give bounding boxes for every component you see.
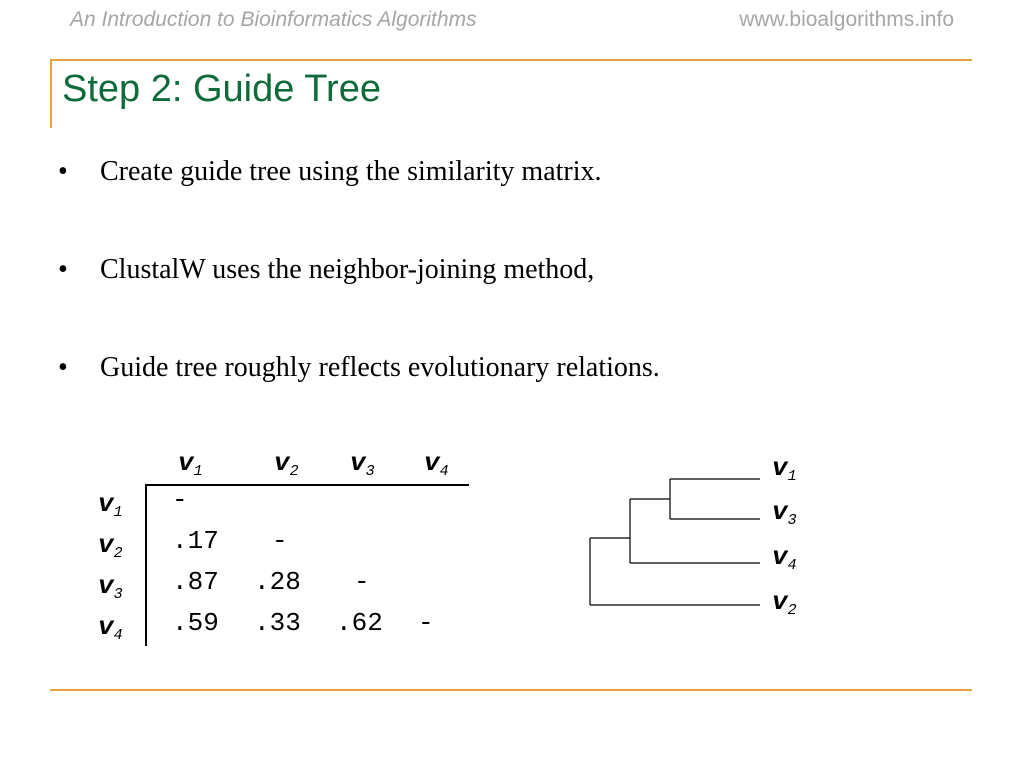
bullet-dot: • xyxy=(58,352,68,383)
tree-leaf-label: $v_4$ xyxy=(772,542,797,574)
matrix-cell: - xyxy=(172,485,188,515)
course-title: An Introduction to Bioinformatics Algorithms xyxy=(70,8,477,31)
bullet-text: Create guide tree using the similarity matrix. xyxy=(100,156,602,187)
tree-leaf-label: $v_2$ xyxy=(772,587,797,619)
matrix-cell: .33 xyxy=(254,608,301,638)
bullet-text: ClustalW uses the neighbor-joining method, xyxy=(100,254,595,285)
matrix-cell: .62 xyxy=(336,608,383,638)
matrix-col-header: $v_4$ xyxy=(424,448,449,480)
matrix-row-header: $v_4$ xyxy=(98,612,123,644)
matrix-cell: - xyxy=(272,526,288,556)
matrix-col-header: $v_2$ xyxy=(274,448,299,480)
matrix-col-header: $v_1$ xyxy=(178,448,203,480)
matrix-row-header: $v_3$ xyxy=(98,571,123,603)
tree-branches xyxy=(590,479,760,605)
matrix-col-header: $v_3$ xyxy=(350,448,375,480)
slide-title: Step 2: Guide Tree xyxy=(62,68,381,110)
tree-leaf-label: $v_1$ xyxy=(772,453,797,485)
matrix-cell: - xyxy=(354,567,370,597)
matrix-cell: .59 xyxy=(172,608,219,638)
bottom-rule xyxy=(50,689,972,691)
matrix-row-header: $v_1$ xyxy=(98,489,123,521)
matrix-cell: .28 xyxy=(254,567,301,597)
matrix-cell: .87 xyxy=(172,567,219,597)
bullet-dot: • xyxy=(58,156,68,187)
matrix-row-header: $v_2$ xyxy=(98,530,123,562)
matrix-cell: .17 xyxy=(172,526,219,556)
bullet-dot: • xyxy=(58,254,68,285)
website-url: www.bioalgorithms.info xyxy=(739,8,954,31)
matrix-cell: - xyxy=(418,608,434,638)
bullet-text: Guide tree roughly reflects evolutionary relations. xyxy=(100,352,660,383)
tree-leaf-label: $v_3$ xyxy=(772,497,797,529)
